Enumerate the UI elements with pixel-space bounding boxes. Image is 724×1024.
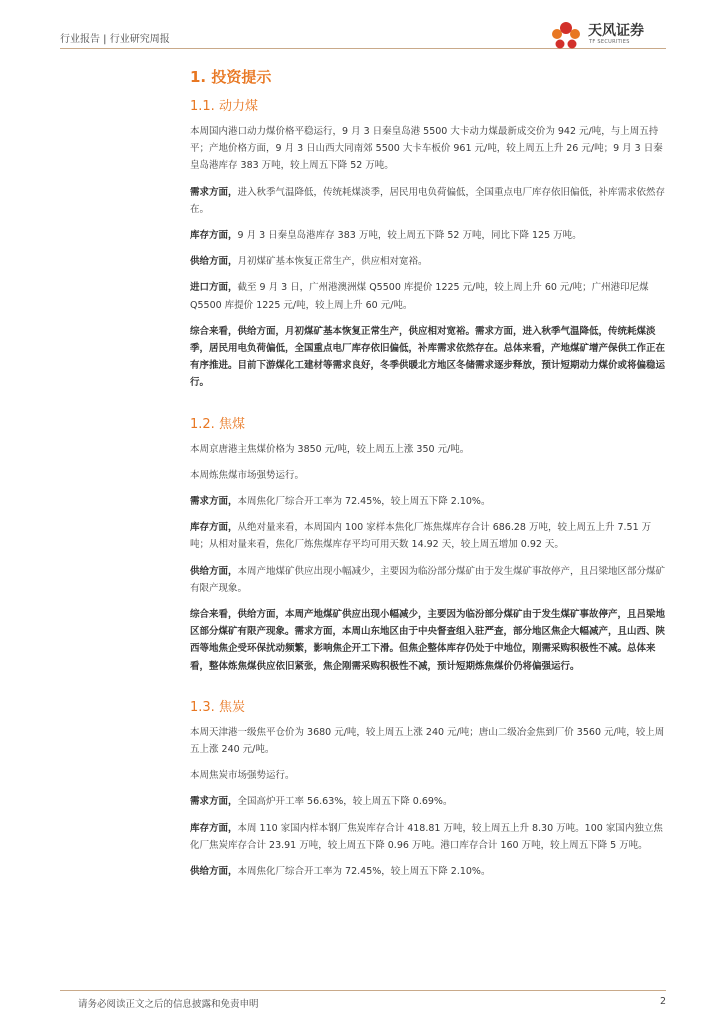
summary-paragraph: 综合来看，供给方面，月初煤矿基本恢复正常生产，供应相对宽裕。需求方面，进入秋季气温降低，传统耗煤淡季，居民用电负荷偏低，全国重点电厂库存依旧偏低，补库需求依然存在。总体来看，产地煤矿增产保供工作正在有序推进。目前下游煤化工建材等需求良好，冬季供暖北方地区冬储需求逐步释放，预计短期动力煤价或将偏稳运行。 bbox=[190, 325, 666, 389]
paragraph: 本周国内港口动力煤价格平稳运行，9 月 3 日秦皇岛港 5500 大卡动力煤最新成交价为 942 元/吨，与上周五持平；产地价格方面，9 月 3 日山西大同南郊 5500 大卡车板价 961 元/吨，较上周五上升 26 元/吨；9 月 3 日秦皇岛港库存 383 万吨，较上周五下降 52 万吨。 bbox=[190, 126, 663, 172]
subsection-title-coke: 1.3. 焦炭 bbox=[190, 699, 245, 715]
paragraph: 供给方面，本周焦化厂综合开工率为 72.45%，较上周五下降 2.10%。 bbox=[190, 866, 491, 878]
page-number: 2 bbox=[659, 996, 666, 1007]
paragraph: 库存方面，本周 110 家国内样本钢厂焦炭库存合计 418.81 万吨，较上周五上升 8.30 万吨。100 家国内独立焦化厂焦炭库存合计 23.91 万吨，较上周五下降 0.96 万吨。港口库存合计 160 万吨，较上周五下降 5 万吨。 bbox=[190, 822, 663, 851]
logo-name: 天风证券 bbox=[588, 23, 644, 39]
paragraph: 库存方面，从绝对量来看，本周国内 100 家样本焦化厂炼焦煤库存合计 686.28 万吨，较上周五上升 7.51 万吨；从相对量来看，焦化厂炼焦煤库存平均可用天数 14.92 天，较上周五增加 0.92 天。 bbox=[190, 522, 652, 551]
paragraph: 本周天津港一级焦平仓价为 3680 元/吨，较上周五上涨 240 元/吨；唐山二级冶金焦到厂价 3560 元/吨，较上周五上涨 240 元/吨。 bbox=[190, 726, 665, 756]
paragraph: 本周京唐港主焦煤价格为 3850 元/吨，较上周五上涨 350 元/吨。 bbox=[190, 443, 470, 455]
subsection-title-thermal-coal: 1.1. 动力煤 bbox=[190, 99, 258, 114]
paragraph: 本周炼焦煤市场强势运行。 bbox=[190, 469, 305, 481]
footer-disclaimer: 请务必阅读正文之后的信息披露和免责申明 bbox=[78, 999, 259, 1010]
paragraph: 本周焦炭市场强势运行。 bbox=[190, 770, 295, 782]
paragraph: 需求方面，本周焦化厂综合开工率为 72.45%，较上周五下降 2.10%。 bbox=[190, 496, 491, 508]
logo-subtitle: TF SECURITIES bbox=[589, 39, 630, 45]
paragraph: 进口方面，截至 9 月 3 日，广州港澳洲煤 Q5500 库提价 1225 元/吨，较上周上升 60 元/吨；广州港印尼煤 Q5500 库提价 1225 元/吨，较上周上升 60 元/吨。 bbox=[190, 282, 649, 311]
report-body bbox=[190, 66, 666, 889]
paragraph: 库存方面，9 月 3 日秦皇岛港库存 383 万吨，较上周五下降 52 万吨，同比下降 125 万吨。 bbox=[190, 230, 582, 242]
logo-flower-icon bbox=[546, 18, 586, 54]
summary-paragraph: 综合来看，供给方面，本周产地煤矿供应出现小幅减少，主要因为临汾部分煤矿由于发生煤矿事故停产，且吕梁地区部分煤矿有限产现象。需求方面，本周山东地区由于中央督查组入驻严查，部分地区焦企大幅减产，且山西、陕西等地焦企受环保扰动频繁，影响焦企开工下滑。但焦企整体库存仍处于中地位，刚需采购积极性不减。总体来看，整体炼焦煤供应依旧紧张，焦企刚需采购积极性不减，预计短期炼焦煤价仍将偏强运行。 bbox=[190, 609, 666, 672]
paragraph: 需求方面，进入秋季气温降低，传统耗煤淡季，居民用电负荷偏低，全国重点电厂库存依旧偏低，补库需求依然存在。 bbox=[190, 186, 666, 215]
company-logo bbox=[546, 18, 666, 54]
paragraph: 供给方面，月初煤矿基本恢复正常生产，供应相对宽裕。 bbox=[190, 256, 428, 268]
section-title-investment: 1. 投资提示 bbox=[190, 68, 272, 86]
header-breadcrumb: 行业报告 | 行业研究周报 bbox=[60, 34, 170, 45]
subsection-title-coking-coal: 1.2. 焦煤 bbox=[190, 416, 245, 432]
footer-rule bbox=[60, 990, 666, 991]
paragraph: 需求方面，全国高炉开工率 56.63%，较上周五下降 0.69%。 bbox=[190, 796, 453, 808]
paragraph: 供给方面，本周产地煤矿供应出现小幅减少，主要因为临汾部分煤矿由于发生煤矿事故停产，且吕梁地区部分煤矿有限产现象。 bbox=[190, 565, 666, 594]
